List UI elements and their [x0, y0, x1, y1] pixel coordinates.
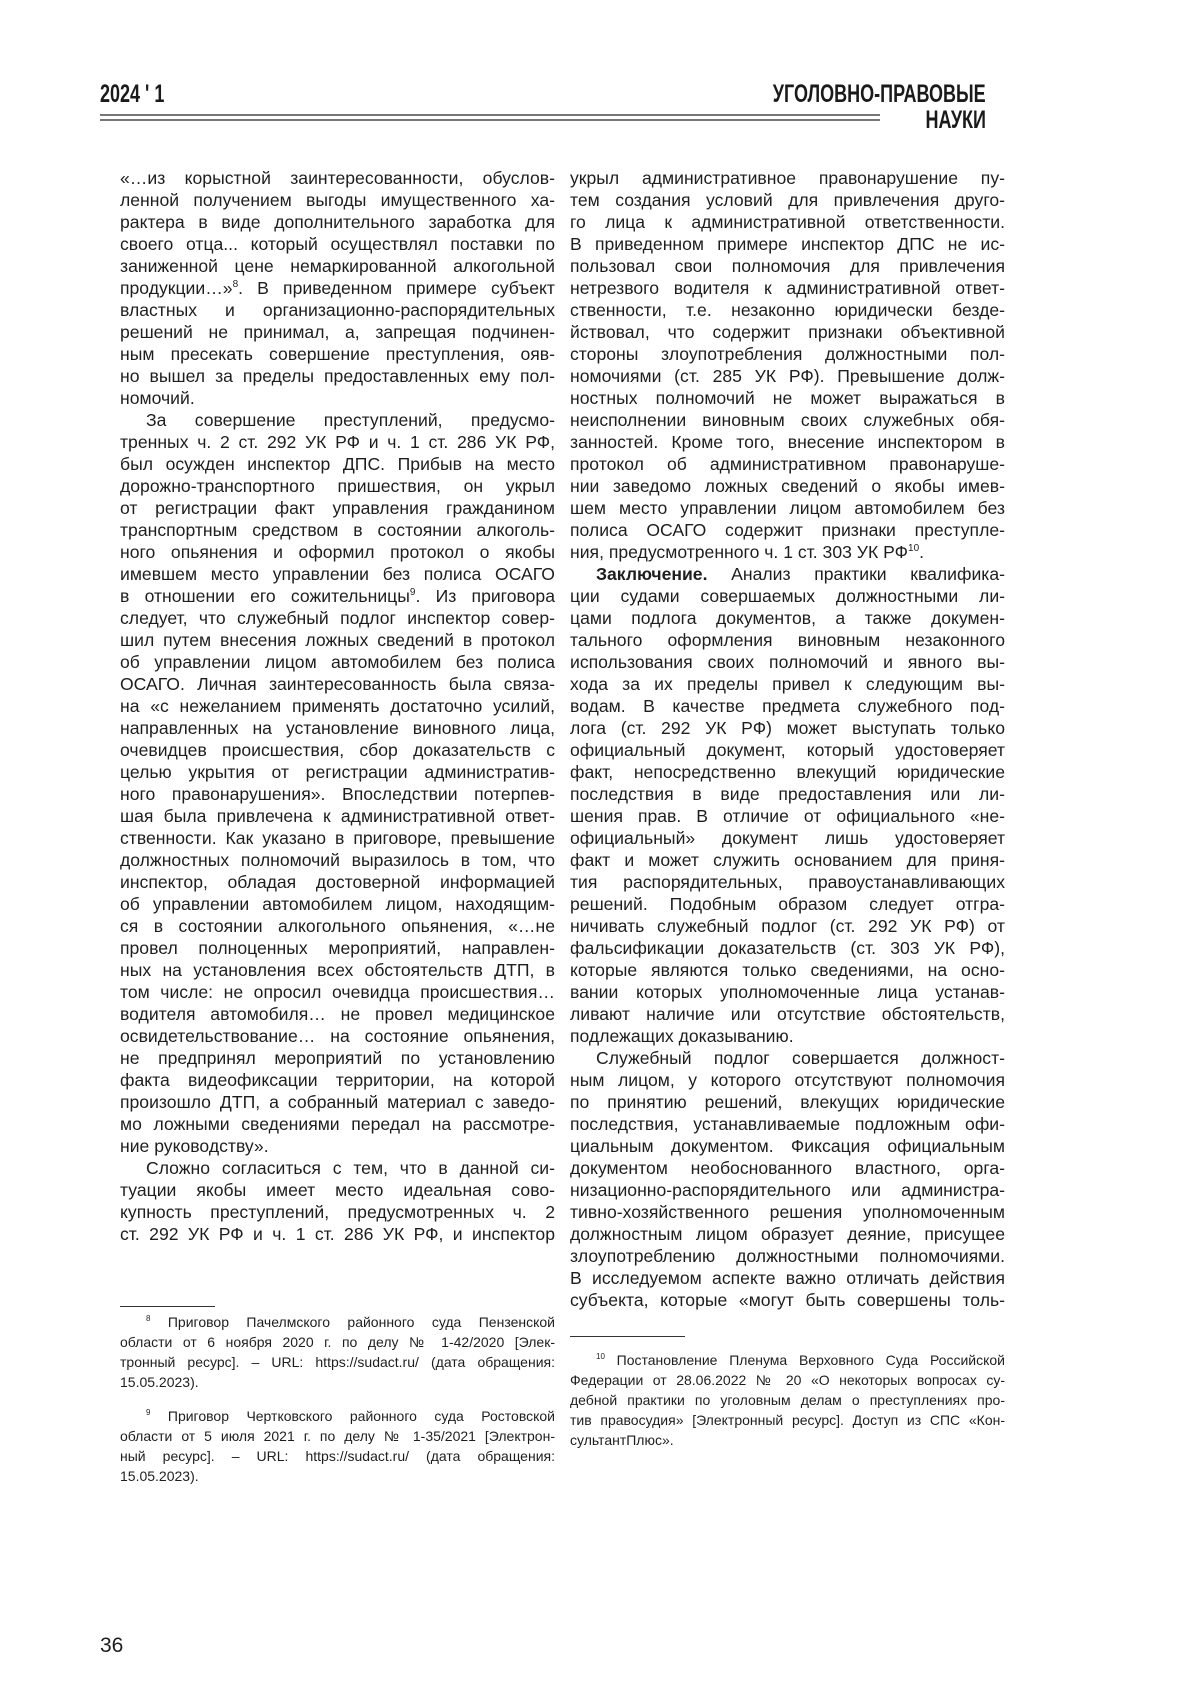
text-line: «…из корыстной заинтересованности, обуслов- [120, 167, 555, 189]
text-line: ный ресурс]. – URL: https://sudact.ru/ (дата обращения: [120, 1446, 555, 1466]
text-line: направленных на установление виновного лица, [120, 717, 555, 739]
text-line: ственности, т.е. незаконно юридически безде- [570, 299, 1005, 321]
header-rule-bottom [100, 119, 880, 121]
text-line: неисполнении виновным своих служебных обя- [570, 409, 1005, 431]
text-line: документом необоснованного властного, орга- [570, 1157, 1005, 1179]
text-line: факт и может служить основанием для приня- [570, 849, 1005, 871]
text-line: За совершение преступлений, предусмо- [120, 409, 555, 431]
text-line: на «с нежеланием применять достаточно усилий, [120, 695, 555, 717]
text-line: йствовал, что содержит признаки объективной [570, 321, 1005, 343]
text-line: стороны злоупотребления должностными пол- [570, 343, 1005, 365]
text-line: официальный документ, который удостоверяет [570, 739, 1005, 761]
line-text: ния, предусмотренного ч. 1 ст. 303 УК РФ [570, 542, 908, 562]
line-text: в отношении его сожительницы [120, 586, 410, 606]
text-line: инспектор, обладая достоверной информацией [120, 871, 555, 893]
text-line: ным пресекать совершение преступления, ояв- [120, 343, 555, 365]
text-line: ОСАГО. Личная заинтересованность была связа- [120, 673, 555, 695]
text-line [120, 277, 555, 299]
text-line: ного правонарушения». Впоследствии потерпев- [120, 783, 555, 805]
text-line: вании которых уполномоченные лица устанав- [570, 981, 1005, 1003]
text-line: ся в состоянии алкогольного опьянения, «…не [120, 915, 555, 937]
text-line: произошло ДТП, а собранный материал с заведо- [120, 1091, 555, 1113]
text-line: следует, что служебный подлог инспектор совер- [120, 607, 555, 629]
text-line: факт, непосредственно влекущий юридические [570, 761, 1005, 783]
footnote-ref: 8 [233, 279, 239, 290]
text-line: водителя автомобиля… не провел медицинское [120, 1003, 555, 1025]
text-line: В исследуемом аспекте важно отличать действия [570, 1267, 1005, 1289]
text-line: тем создания условий для привлечения друго- [570, 189, 1005, 211]
text-line: освидетельствование… на состояние опьянения, [120, 1025, 555, 1047]
text-line: по принятию решений, влекущих юридические [570, 1091, 1005, 1113]
line-text: . В приведенном примере субъект [238, 278, 555, 298]
text-line: был осужден инспектор ДПС. Прибыв на место [120, 453, 555, 475]
text-line: области от 5 июля 2021 г. по делу № 1-35/2021 [Электрон- [120, 1426, 555, 1446]
text-line [120, 1406, 555, 1426]
journal-title-text: УГОЛОВНО-ПРАВОВЫЕ [773, 80, 986, 109]
text-line: сультантПлюс». [570, 1430, 1005, 1450]
text-line: В приведенном примере инспектор ДПС не ис- [570, 233, 1005, 255]
text-line: провел полноценных мероприятий, направлен- [120, 937, 555, 959]
text-line: мо ложными сведениями передал на рассмотре- [120, 1113, 555, 1135]
text-line: тренных ч. 2 ст. 292 УК РФ и ч. 1 ст. 286 УК РФ, [120, 431, 555, 453]
text-line: субъекта, которые «могут быть совершены толь- [570, 1289, 1005, 1311]
text-line: ст. 292 УК РФ и ч. 1 ст. 286 УК РФ, и инспектор [120, 1223, 555, 1245]
footnote-10 [570, 1350, 1005, 1450]
text-line: ничивать служебный подлог (ст. 292 УК РФ) от [570, 915, 1005, 937]
text-line: протокол об административном правонаруше- [570, 453, 1005, 475]
paragraph [120, 409, 555, 1157]
text-line: 15.05.2023). [120, 1372, 555, 1392]
issue-number-text: 2024 ' 1 [100, 80, 164, 109]
text-line: ственности. Как указано в приговоре, превышение [120, 827, 555, 849]
line-text: . Из приговора [415, 586, 555, 606]
text-line [570, 1350, 1005, 1370]
text-line: ных на установления всех обстоятельств ДТП, в [120, 959, 555, 981]
paragraph [570, 563, 1005, 1047]
footnote-marker: 9 [146, 1408, 150, 1417]
text-line: от регистрации факт управления гражданином [120, 497, 555, 519]
footnote-ref: 9 [410, 587, 416, 598]
line-text: Постановление Пленума Верховного Суда Российской [605, 1352, 1005, 1368]
paragraph [570, 1047, 1005, 1311]
text-line: рактера в виде дополнительного заработка для [120, 211, 555, 233]
text-line: дорожно-транспортного пришествия, он укрыл [120, 475, 555, 497]
text-line: укрыл административное правонарушение пу- [570, 167, 1005, 189]
text-line: ленной получением выгоды имущественного ха- [120, 189, 555, 211]
text-line: решений не принимал, а, запрещая подчинен- [120, 321, 555, 343]
text-line: об управлении лицом автомобилем без полиса [120, 651, 555, 673]
text-line: тия распорядительных, правоустанавливающих [570, 871, 1005, 893]
footnote-separator [570, 1336, 685, 1337]
text-line: Сложно согласиться с тем, что в данной си- [120, 1157, 555, 1179]
paragraph [120, 167, 555, 409]
left-column [120, 167, 555, 1245]
text-line: номочиями (ст. 285 УК РФ). Превышение долж- [570, 365, 1005, 387]
text-line: шая была привлечена к административной ответ- [120, 805, 555, 827]
text-line: должностным лицом образует деяние, присущее [570, 1223, 1005, 1245]
text-line: шения прав. В отличие от официального «не- [570, 805, 1005, 827]
text-line: том числе: не опросил очевидца происшествия… [120, 981, 555, 1003]
paragraph [570, 167, 1005, 563]
footnote-marker: 8 [146, 1314, 150, 1323]
text-line: номочий. [120, 387, 555, 409]
text-line: целью укрытия от регистрации административ- [120, 761, 555, 783]
text-line: транспортным средством в состоянии алкоголь- [120, 519, 555, 541]
issue-number [100, 80, 189, 109]
text-line: использования своих полномочий и явного вы- [570, 651, 1005, 673]
footnote-ref: 10 [908, 543, 919, 554]
text-line: злоупотреблению должностными полномочиями. [570, 1245, 1005, 1267]
text-line: полиса ОСАГО содержит признаки преступле- [570, 519, 1005, 541]
text-line: туации якобы имеет место идеальная сово- [120, 1179, 555, 1201]
text-line: 15.05.2023). [120, 1466, 555, 1486]
text-line: властных и организационно-распорядительных [120, 299, 555, 321]
text-line: официальный» документ лишь удостоверяет [570, 827, 1005, 849]
journal-title-text: НАУКИ [926, 106, 986, 135]
text-line: дебной практики по уголовным делам о преступлениях про- [570, 1390, 1005, 1410]
text-line: ного опьянения и оформил протокол о якобы [120, 541, 555, 563]
text-line: подлежащих доказыванию. [570, 1025, 1005, 1047]
text-line: циальным документом. Фиксация официальным [570, 1135, 1005, 1157]
line-text: Приговор Пачелмского районного суда Пензенской [150, 1314, 555, 1330]
text-line: Федерации от 28.06.2022 № 20 «О некоторых вопросах су- [570, 1370, 1005, 1390]
text-line: не предпринял мероприятий по установлению [120, 1047, 555, 1069]
right-column [570, 167, 1005, 1311]
text-line: ние руководству». [120, 1135, 555, 1157]
text-line: своего отца... который осуществлял поставки по [120, 233, 555, 255]
text-line: цами подлога документов, а также докумен- [570, 607, 1005, 629]
header-rule-top [100, 114, 880, 116]
journal-title-line2 [902, 106, 986, 135]
text-line: ным лицом, у которого отсутствуют полномочия [570, 1069, 1005, 1091]
text-line: купность преступлений, предусмотренных ч. 2 [120, 1201, 555, 1223]
text-line: фальсификации доказательств (ст. 303 УК РФ), [570, 937, 1005, 959]
text-line: Служебный подлог совершается должност- [570, 1047, 1005, 1069]
text-line: низационно-распорядительного или администра- [570, 1179, 1005, 1201]
text-line: шем место управлении лицом автомобилем без [570, 497, 1005, 519]
text-line: тив правосудия» [Электронный ресурс]. Доступ из СПС «Кон- [570, 1410, 1005, 1430]
line-text: . [919, 542, 924, 562]
text-line: занностей. Кроме того, внесение инспектором в [570, 431, 1005, 453]
text-line [120, 585, 555, 607]
text-line: последствия в виде предоставления или ли- [570, 783, 1005, 805]
text-line: ливают наличие или отсутствие обстоятельств, [570, 1003, 1005, 1025]
footnote-9 [120, 1406, 555, 1486]
paragraph [120, 1157, 555, 1245]
text-line: но вышел за пределы предоставленных ему пол- [120, 365, 555, 387]
line-text: Приговор Чертковского районного суда Ростовской [150, 1408, 555, 1424]
journal-title-line1 [690, 80, 986, 109]
bold-lead: Заключение. [596, 564, 707, 584]
text-line: очевидцев происшествия, сбор доказательств с [120, 739, 555, 761]
text-line: тивно-хозяйственного решения уполномоченным [570, 1201, 1005, 1223]
text-line: последствия, устанавливаемые подложным офи- [570, 1113, 1005, 1135]
text-line: пользовал свои полномочия для привлечения [570, 255, 1005, 277]
text-line: тронный ресурс]. – URL: https://sudact.ru/ (дата обращения: [120, 1352, 555, 1372]
text-line: тального оформления виновным незаконного [570, 629, 1005, 651]
text-line: ции судами совершаемых должностными ли- [570, 585, 1005, 607]
text-line: водам. В качестве предмета служебного под- [570, 695, 1005, 717]
footnote-separator [120, 1306, 215, 1307]
line-text: продукции…» [120, 278, 233, 298]
line-text: Анализ практики квалифика- [707, 564, 1005, 584]
text-line: решений. Подобным образом следует отгра- [570, 893, 1005, 915]
text-line: нетрезвого водителя к административной ответ- [570, 277, 1005, 299]
text-line: должностных полномочий выразилось в том, что [120, 849, 555, 871]
text-line: заниженной цене немаркированной алкогольной [120, 255, 555, 277]
text-line [120, 1312, 555, 1332]
text-line: которые являются только сведениями, на осно- [570, 959, 1005, 981]
text-line: области от 6 ноября 2020 г. по делу № 1-42/2020 [Элек- [120, 1332, 555, 1352]
text-line: лога (ст. 292 УК РФ) может выступать только [570, 717, 1005, 739]
text-line: шил путем внесения ложных сведений в протокол [120, 629, 555, 651]
page-number: 36 [100, 1634, 123, 1658]
text-line [570, 563, 1005, 585]
text-line: имевшем место управлении без полиса ОСАГО [120, 563, 555, 585]
text-line: го лица к административной ответственности. [570, 211, 1005, 233]
text-line: ностных полномочий не может выражаться в [570, 387, 1005, 409]
text-line: об управлении автомобилем лицом, находящим- [120, 893, 555, 915]
text-line [570, 541, 1005, 563]
text-line: хода за их пределы привел к следующим вы- [570, 673, 1005, 695]
text-line: факта видеофиксации территории, на которой [120, 1069, 555, 1091]
footnote-marker: 10 [596, 1352, 605, 1361]
footnote-8 [120, 1312, 555, 1392]
text-line: нии заведомо ложных сведений о якобы имев- [570, 475, 1005, 497]
